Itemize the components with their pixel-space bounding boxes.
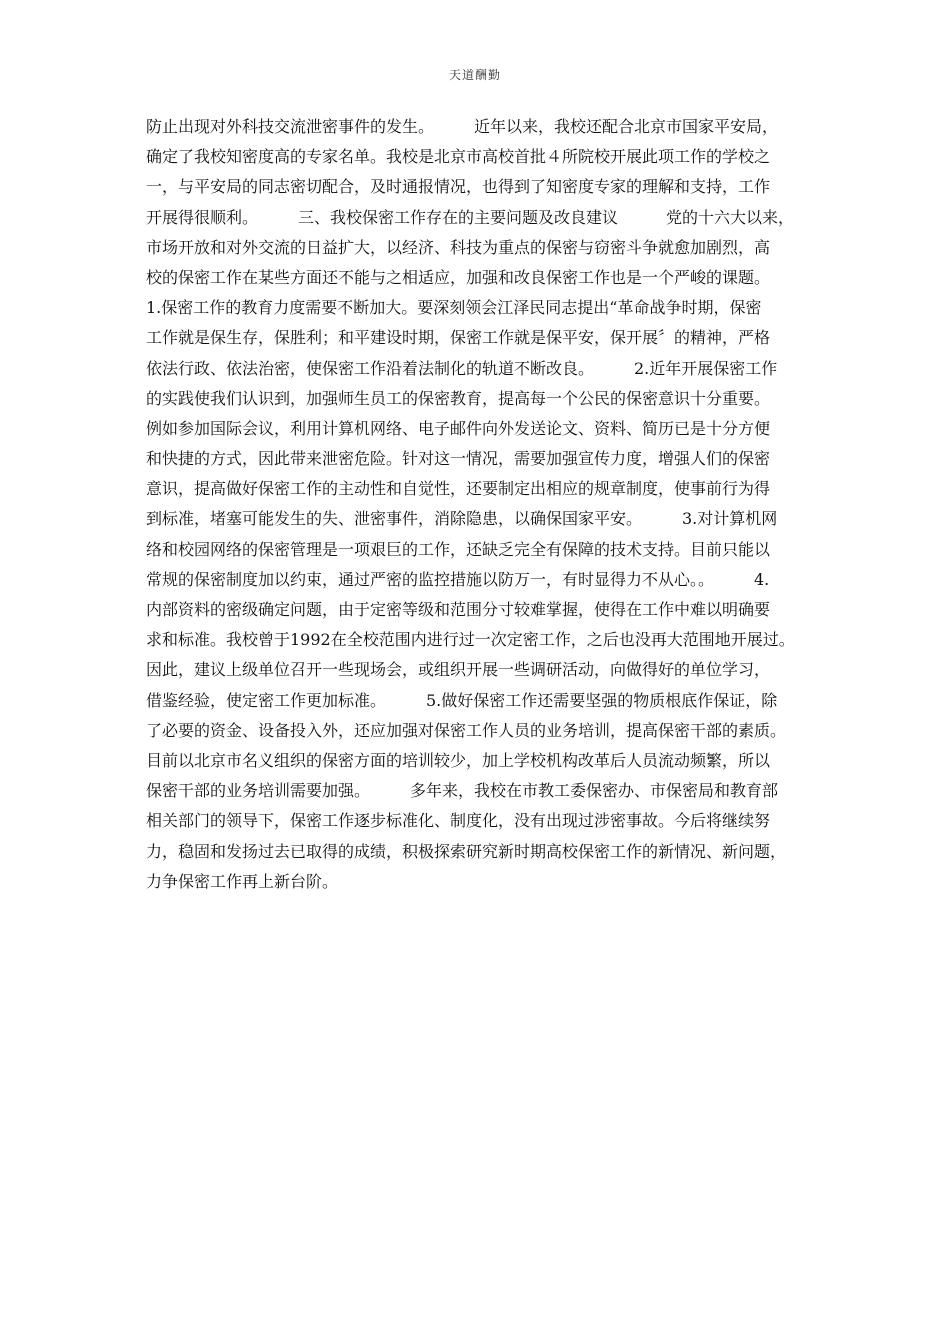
text-line: 开展得很顺利。 三、我校保密工作存在的主要问题及改良建议 党的十六大以来， bbox=[146, 207, 795, 227]
text-line: 例如参加国际会议，利用计算机网络、电子邮件向外发送论文、资料、简历已是十分方便 bbox=[146, 418, 771, 438]
text-line: 力争保密工作再上新台阶。 bbox=[146, 871, 339, 891]
page-header: 天道酬勤 bbox=[448, 68, 501, 82]
text-line: 常规的保密制度加以约束，通过严密的监控措施以防万一，有时显得力不从心。。 4. bbox=[146, 569, 770, 589]
text-line: 意识，提高做好保密工作的主动性和自觉性，还要制定出相应的规章制度，使事前行为得 bbox=[146, 479, 771, 499]
text-line: 市场开放和对外交流的日益扩大，以经济、科技为重点的保密与窃密斗争就愈加剧烈，高 bbox=[146, 237, 771, 257]
text-line: 目前以北京市名义组织的保密方面的培训较少，加上学校机构改革后人员流动频繁，所以 bbox=[146, 750, 771, 770]
text-line: 1.保密工作的教育力度需要不断加大。要深刻领会江泽民同志提出“革命战争时期，保密 bbox=[146, 298, 762, 318]
text-line: 防止出现对外科技交流泄密事件的发生。 近年以来，我校还配合北京市国家平安局， bbox=[146, 117, 779, 136]
text-line: 工作就是保生存，保胜利；和平建设时期，保密工作就是保平安，保开展〞的精神，严格 bbox=[146, 328, 771, 348]
text-line: 到标准，堵塞可能发生的失、泄密事件，消除隐患，以确保国家平安。 3.对计算机网 bbox=[146, 509, 778, 529]
text-line: 络和校园网络的保密管理是一项艰巨的工作，还缺乏完全有保障的技术支持。目前只能以 bbox=[146, 539, 771, 559]
text-line: 一，与平安局的同志密切配合，及时通报情况，也得到了知密度专家的理解和支持，工作 bbox=[146, 177, 771, 197]
text-line: 保密干部的业务培训需要加强。 多年来，我校在市教工委保密办、市保密局和教育部 bbox=[146, 781, 779, 801]
document-body bbox=[146, 112, 826, 897]
text-line: 求和标准。我校曾于1992在全校范围内进行过一次定密工作，之后也没再大范围地开展过。 bbox=[146, 630, 795, 650]
text-line: 借鉴经验，使定密工作更加标准。 5.做好保密工作还需要坚强的物质根底作保证，除 bbox=[146, 690, 778, 710]
text-line: 的实践使我们认识到，加强师生员工的保密教育，提高每一个公民的保密意识十分重要。 bbox=[146, 388, 771, 408]
text-line: 了必要的资金、设备投入外，还应加强对保密工作人员的业务培训，提高保密干部的素质。 bbox=[146, 720, 787, 740]
text-line: 确定了我校知密度高的专家名单。我校是北京市高校首批４所院校开展此项工作的学校之 bbox=[146, 147, 771, 167]
text-line: 内部资料的密级确定问题，由于定密等级和范围分寸较难掌握，使得在工作中难以明确要 bbox=[146, 600, 771, 619]
text-line: 力，稳固和发扬过去已取得的成绩，积极探索研究新时期高校保密工作的新情况、新问题， bbox=[146, 841, 787, 861]
text-line: 校的保密工作在某些方面还不能与之相适应，加强和改良保密工作也是一个严峻的课题。 bbox=[146, 267, 771, 287]
text-line: 因此，建议上级单位召开一些现场会，或组织开展一些调研活动，向做得好的单位学习， bbox=[146, 660, 771, 680]
text-line: 相关部门的领导下，保密工作逐步标准化、制度化，没有出现过涉密事故。今后将继续努 bbox=[146, 811, 771, 831]
text-line: 依法行政、依法治密，使保密工作沿着法制化的轨道不断改良。 2.近年开展保密工作 bbox=[146, 358, 778, 378]
text-line: 和快捷的方式，因此带来泄密危险。针对这一情况，需要加强宣传力度，增强人们的保密 bbox=[146, 449, 771, 469]
